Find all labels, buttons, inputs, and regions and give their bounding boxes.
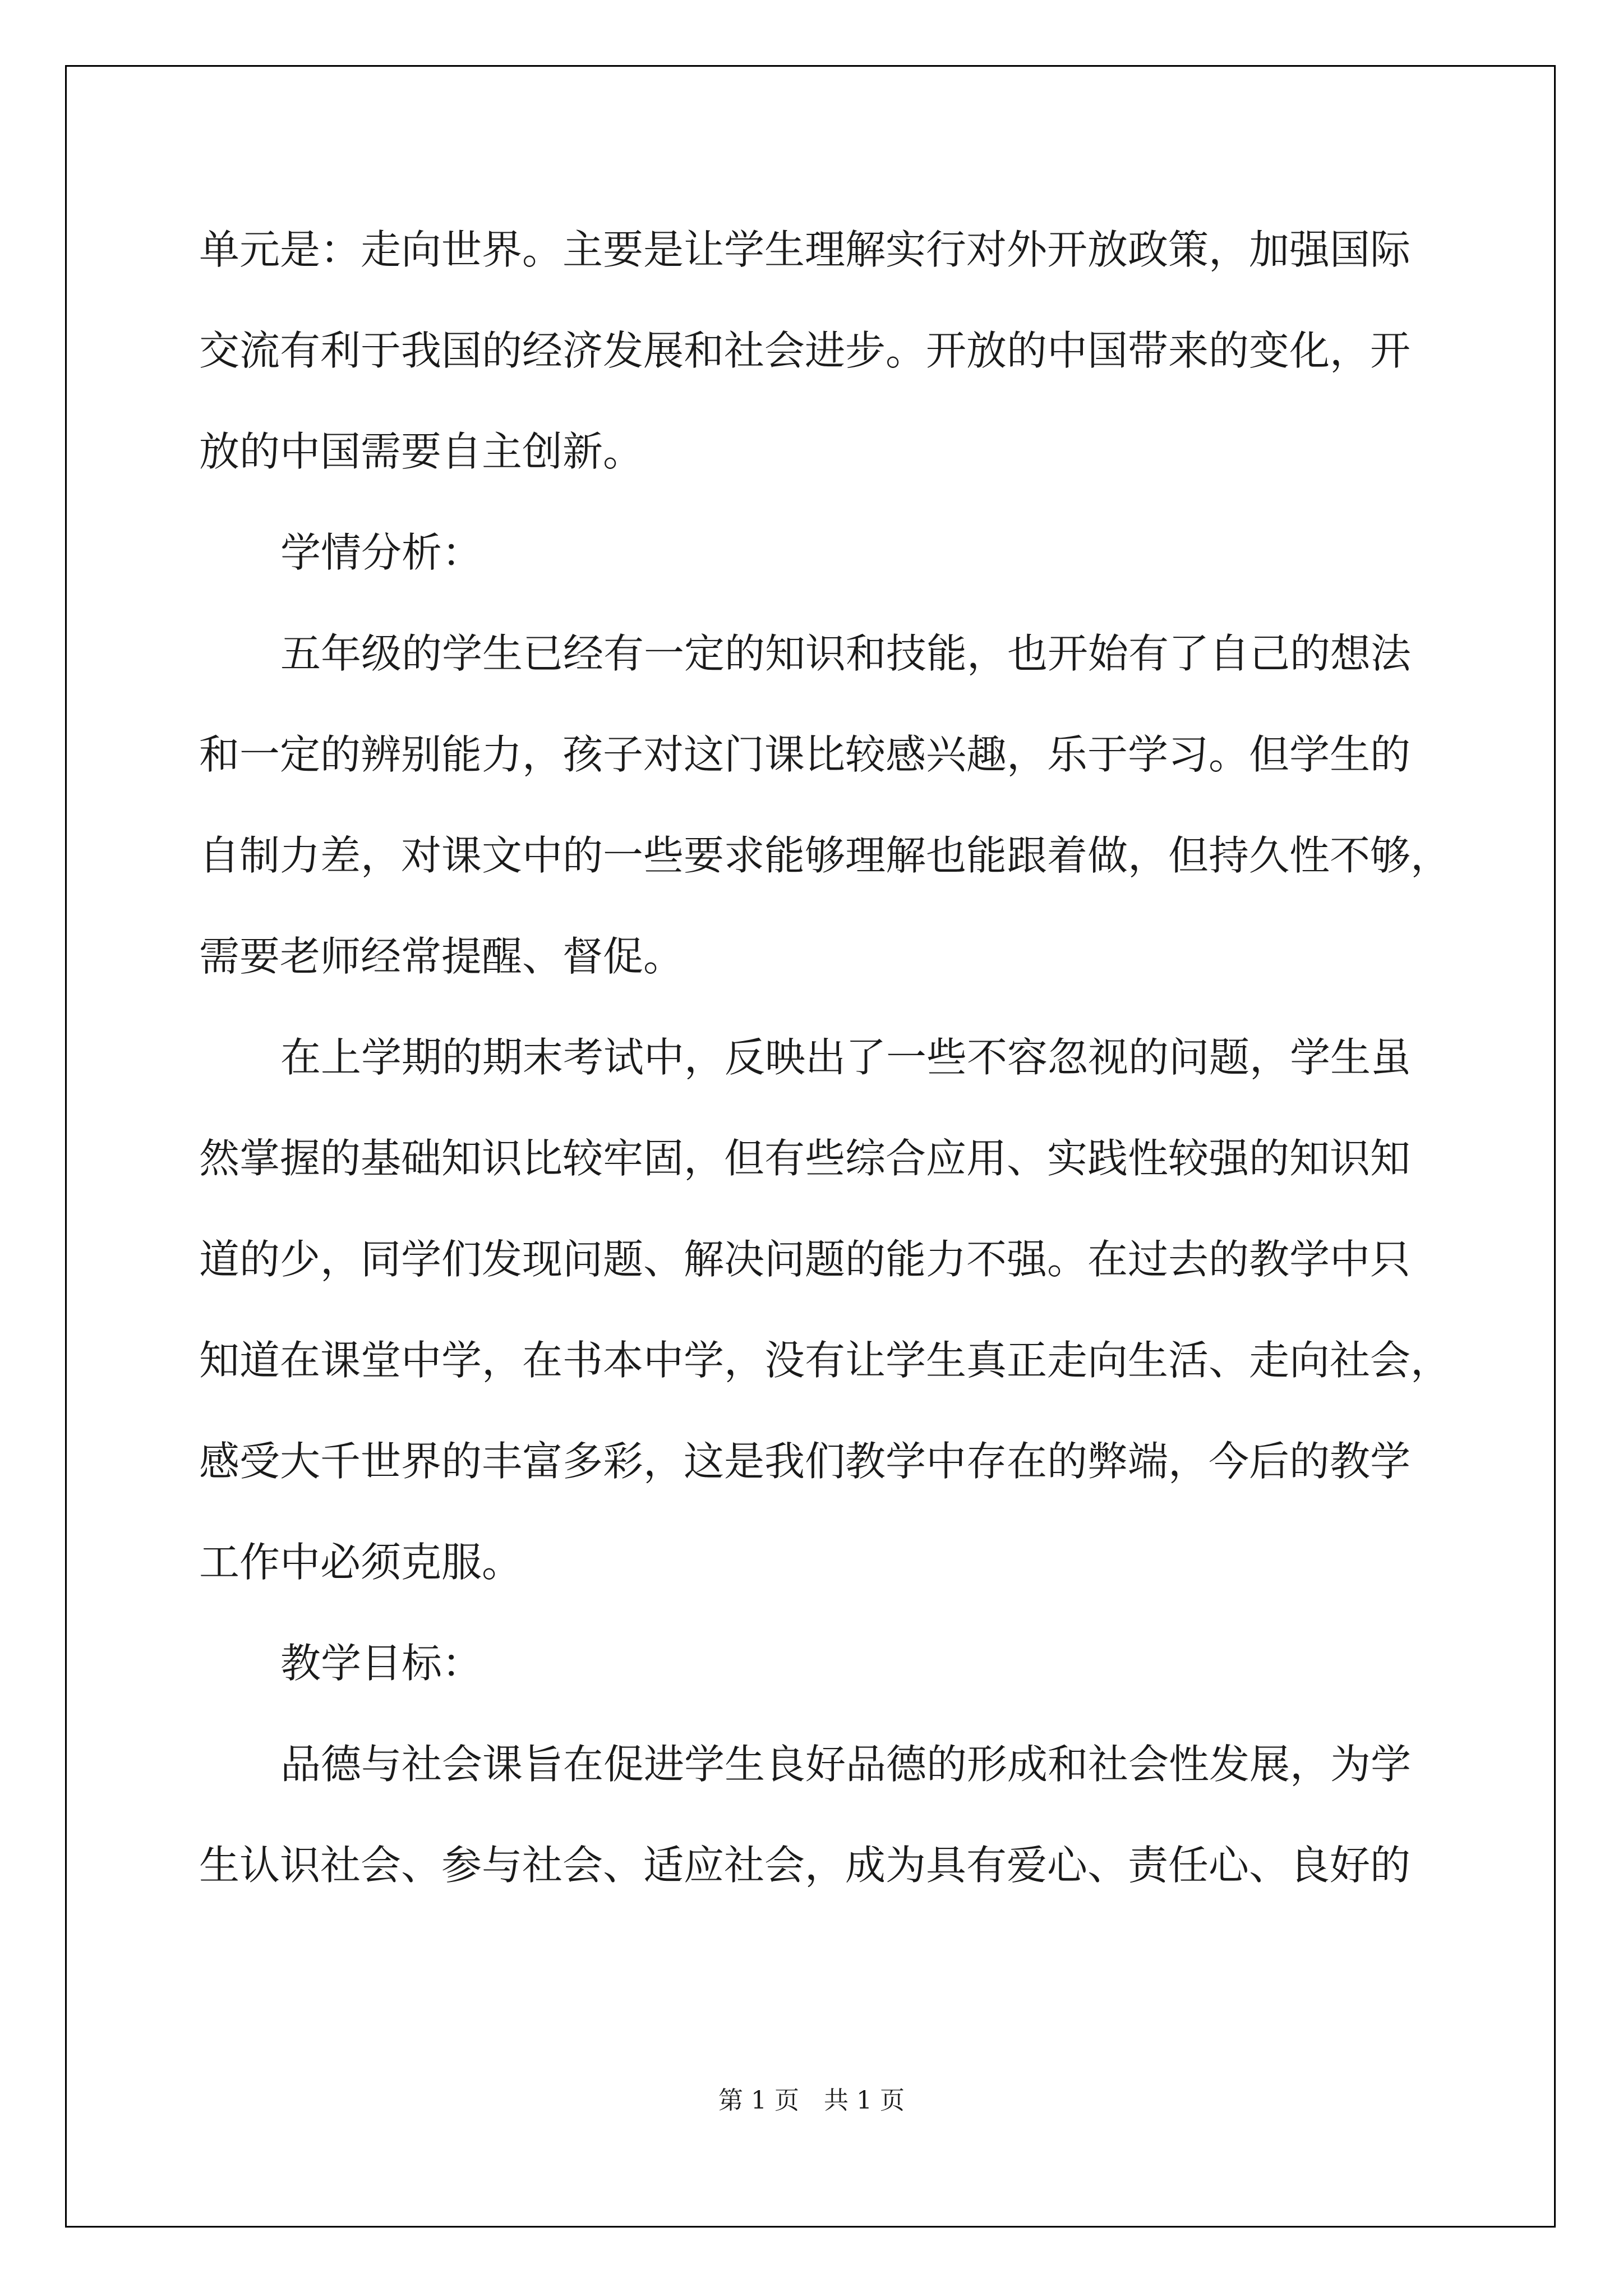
text-line: 五年级的学生已经有一定的知识和技能，也开始有了自己的想法 — [280, 630, 1412, 677]
text-line: 放的中国需要自主创新。 — [199, 428, 644, 475]
text-line: 工作中必须克服。 — [199, 1539, 523, 1586]
text-line: 道的少，同学们发现问题、解决问题的能力不强。在过去的教学中只 — [199, 1236, 1411, 1283]
text-line: 然掌握的基础知识比较牢固，但有些综合应用、实践性较强的知识知 — [199, 1135, 1411, 1182]
text-line: 单元是：走向世界。主要是让学生理解实行对外开放政策，加强国际 — [199, 226, 1411, 273]
section-heading-learning-analysis: 学情分析： — [280, 529, 483, 576]
text-line: 品德与社会课旨在促进学生良好品德的形成和社会性发展，为学 — [280, 1741, 1412, 1788]
text-line: 知道在课堂中学，在书本中学，没有让学生真正走向生活、走向社会， — [199, 1337, 1451, 1384]
text-line: 在上学期的期末考试中，反映出了一些不容忽视的问题，学生虽 — [280, 1034, 1412, 1081]
document-body — [199, 199, 1451, 1916]
text-line: 感受大千世界的丰富多彩，这是我们教学中存在的弊端，今后的教学 — [199, 1438, 1411, 1485]
text-line: 需要老师经常提醒、督促。 — [199, 933, 684, 980]
text-line: 生认识社会、参与社会、适应社会，成为具有爱心、责任心、良好的 — [199, 1842, 1411, 1889]
text-line: 交流有利于我国的经济发展和社会进步。开放的中国带来的变化，开 — [199, 327, 1411, 374]
page-number-footer: 第 1 页 共 1 页 — [718, 2086, 905, 2115]
text-line: 自制力差，对课文中的一些要求能够理解也能跟着做，但持久性不够， — [199, 832, 1451, 879]
section-heading-teaching-goals: 教学目标： — [280, 1640, 483, 1687]
text-line: 和一定的辨别能力，孩子对这门课比较感兴趣，乐于学习。但学生的 — [199, 731, 1411, 778]
